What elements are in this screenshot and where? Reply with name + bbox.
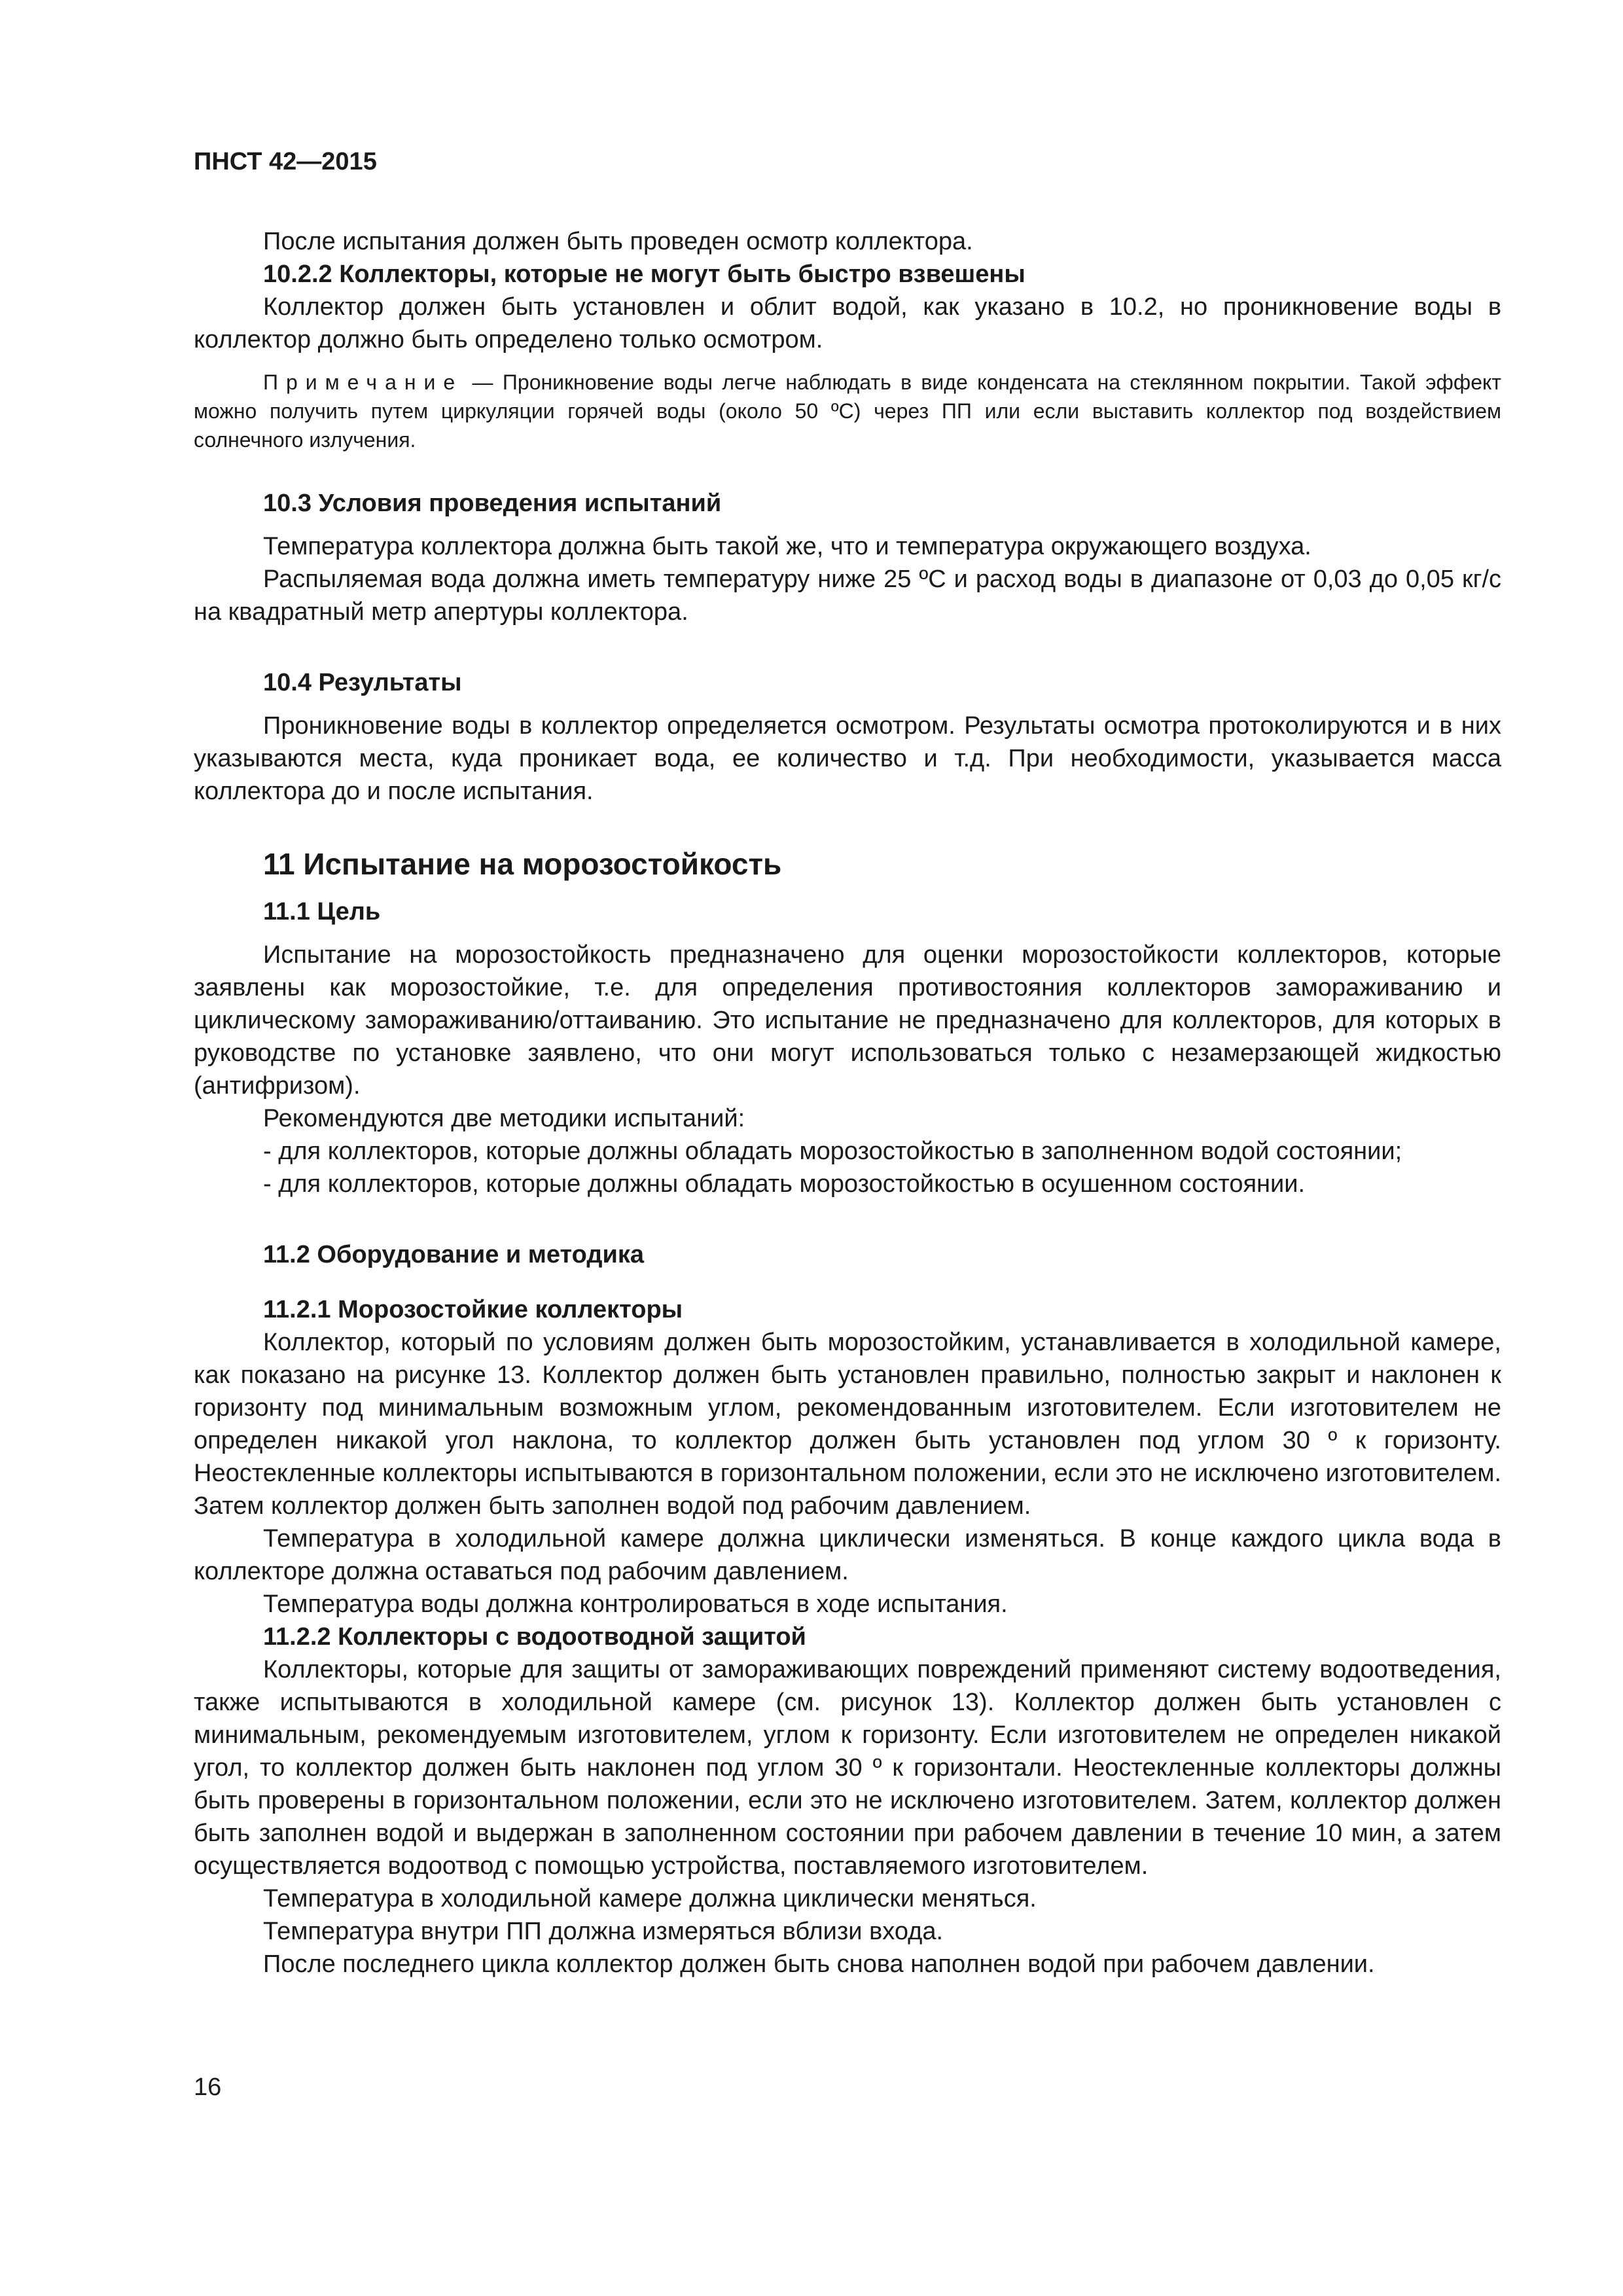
paragraph-11-1-1: Испытание на морозостойкость предназначено для оценки морозостойкости коллекторов, которые заявлены как морозостойкие, т.е. для определения противостояния коллекторов замораживанию и циклическому замораживанию/оттаиванию. Это испытание не предназначено для коллекторов, для которых в руководстве по установке заявлено, что они могут использоваться только с незамерзающей жидкостью (антифризом). [194,941,1501,1100]
heading-11-2-2: 11.2.2 Коллекторы с водоотводной защитой [263,1623,806,1651]
heading-11-1: 11.1 Цель [263,898,381,925]
document-body [194,225,1501,1981]
heading-11-2: 11.2 Оборудование и методика [263,1241,645,1268]
heading-10-4: 10.4 Результаты [263,669,462,696]
paragraph-11-2-1-b: Температура в холодильной камере должна циклически изменяться. В конце каждого цикла вода в коллекторе должна оставаться под рабочим давлением. [194,1525,1501,1585]
chapter-heading-11: 11 Испытание на морозостойкость [263,847,782,881]
heading-10-2-2: 10.2.2 Коллекторы, которые не могут быть быстро взвешены [263,260,1026,288]
document-header: ПНСТ 42—2015 [194,148,377,175]
heading-10-3: 10.3 Условия проведения испытаний [263,490,722,517]
paragraph-11-2-2-a: Коллекторы, которые для защиты от замораживающих повреждений применяют систему водоотведения, также испытываются в холодильной камере (см. рисунок 13). Коллектор должен быть установлен с минимальным, рекомендуемым изготовителем, углом к горизонту. Если изготовителем не определен никакой угол, то коллектор должен быть наклонен под углом 30 º к горизонтали. Неостекленные коллекторы должны быть проверены в горизонтальном положении, если это не исключено изготовителем. Затем, коллектор должен быть заполнен водой и выдержан в заполненном состоянии при рабочем давлении в течение 10 мин, а затем осуществляется водоотвод с помощью устройства, поставляемого изготовителем. [194,1656,1501,1880]
paragraph-11-2-2-b: Температура в холодильной камере должна циклически меняться. [263,1885,1037,1912]
paragraph-11-1-2: Рекомендуются две методики испытаний: [263,1105,745,1132]
list-item-1: - для коллекторов, которые должны обладать морозостойкостью в заполненном водой состоянии; [263,1138,1402,1165]
note-text: — Проникновение воды легче наблюдать в виде конденсата на стеклянном покрытии. Такой эффект можно получить путем циркуляции горячей воды (около 50 ºC) через ПП или если выставить коллектор под воздействием солнечного излучения. [194,370,1501,452]
paragraph-10-3-1: Температура коллектора должна быть такой же, что и температура окружающего воздуха. [263,533,1311,560]
paragraph-11-2-2-c: Температура внутри ПП должна измеряться вблизи входа. [263,1918,944,1945]
paragraph-10-4: Проникновение воды в коллектор определяется осмотром. Результаты осмотра протоколируются и в них указываются места, куда проникает вода, ее количество и т.д. При необходимости, указывается масса коллектора до и после испытания. [194,712,1501,805]
heading-11-2-1: 11.2.1 Морозостойкие коллекторы [263,1296,683,1323]
paragraph-inspection: После испытания должен быть проведен осмотр коллектора. [263,228,973,255]
page-number: 16 [194,2073,222,2101]
paragraph-11-2-2-d: После последнего цикла коллектор должен быть снова наполнен водой при рабочем давлении. [263,1950,1375,1978]
note [194,368,1501,454]
note-label: Примечание [263,370,463,394]
paragraph-10-2-2: Коллектор должен быть установлен и облит водой, как указано в 10.2, но проникновение воды в коллектор должно быть определено только осмотром. [194,293,1501,353]
paragraph-11-2-1-a: Коллектор, который по условиям должен быть морозостойким, устанавливается в холодильной камере, как показано на рисунке 13. Коллектор должен быть установлен правильно, полностью закрыт и наклонен к горизонту под минимальным возможным углом, рекомендованным изготовителем. Если изготовителем не определен никакой угол наклона, то коллектор должен быть установлен под углом 30 º к горизонту. Неостекленные коллекторы испытываются в горизонтальном положении, если это не исключено изготовителем. Затем коллектор должен быть заполнен водой под рабочим давлением. [194,1329,1501,1520]
list-item-2: - для коллекторов, которые должны обладать морозостойкостью в осушенном состоянии. [263,1170,1306,1198]
paragraph-10-3-2: Распыляемая вода должна иметь температуру ниже 25 ºC и расход воды в диапазоне от 0,03 до 0,05 кг/с на квадратный метр апертуры коллектора. [194,565,1501,626]
paragraph-11-2-1-c: Температура воды должна контролироваться в ходе испытания. [263,1590,1008,1618]
